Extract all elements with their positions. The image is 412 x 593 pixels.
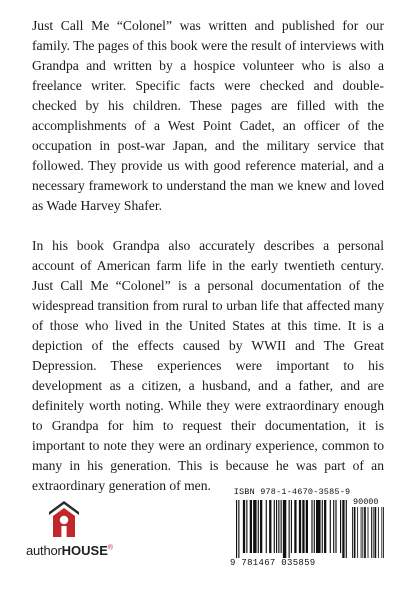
barcode-bar: [278, 500, 279, 553]
barcode-bar: [260, 500, 262, 553]
price-code: 90000: [353, 497, 379, 507]
barcode-bar: [364, 507, 366, 558]
barcode-bar: [362, 507, 363, 558]
isbn-barcode-block: [230, 487, 386, 577]
barcode-bar: [381, 507, 382, 558]
publisher-name: [26, 543, 136, 558]
barcode-bar: [250, 500, 252, 553]
barcode-bar: [361, 507, 362, 558]
barcode-bar: [299, 500, 301, 553]
barcode-bar: [357, 507, 358, 558]
barcode-bar: [266, 500, 267, 553]
barcode-bar: [258, 500, 259, 553]
barcode-bar: [368, 507, 369, 558]
barcode-bar: [311, 500, 312, 553]
barcode-bar: [322, 500, 323, 553]
barcode-bar: [335, 500, 336, 553]
barcode-bar: [324, 500, 326, 553]
barcode-bar: [302, 500, 304, 553]
barcode-bar: [238, 500, 239, 558]
barcode-bar: [316, 500, 321, 553]
barcode-bar: [330, 500, 331, 553]
barcode-bar: [314, 500, 315, 553]
barcode-bar: [274, 500, 275, 553]
barcode-bar: [340, 500, 341, 553]
barcode-bar: [378, 507, 379, 558]
paragraph-1: Just Call Me “Colonel” was written and published for our family. The pages of this book were the result of interviews with Grandpa and written by a hospice volunteer who is also a freelance writer. Specific facts were checked and double-checked by his children. These pages are filled with the accomplishments of a West Point Cadet, an officer of the occupation in post-war Japan, and the military service that followed. They provide us with good reference material, and a necessary framework to understand the man we knew and loved as Wade Harvey Shafer.: [32, 18, 384, 213]
barcode-bar: [342, 500, 344, 558]
barcode-bar: [354, 507, 356, 558]
barcode-bar: [352, 507, 353, 558]
barcode-bar: [383, 507, 384, 558]
price-addon-barcode: [352, 507, 384, 558]
barcode-bar: [333, 500, 334, 553]
barcode-bar: [373, 507, 374, 558]
barcode-bar: [294, 500, 296, 553]
publisher-name-part2: HOUSE: [61, 543, 108, 558]
publisher-logo: [24, 499, 124, 569]
publisher-name-part1: author: [26, 543, 62, 558]
barcode-bar: [374, 507, 376, 558]
isbn-label: ISBN 978-1-4670-3585-9: [233, 487, 351, 497]
registered-mark: ®: [107, 544, 113, 552]
barcode-bar: [283, 500, 286, 558]
barcode-bar: [281, 500, 282, 553]
barcode-bar: [306, 500, 308, 553]
barcode-bar: [346, 500, 347, 558]
barcode-bar: [243, 500, 245, 553]
barcode-bar: [276, 500, 277, 553]
barcode-bar: [371, 507, 372, 558]
ean13-barcode: [236, 500, 348, 558]
barcode-bar: [253, 500, 256, 553]
barcode-bar: [289, 500, 290, 558]
barcode-bar: [246, 500, 247, 553]
barcode-digits: 9 781467 035859: [230, 558, 316, 568]
paragraph-2: In his book Grandpa also accurately describes a personal account of American farm life in the early twentieth century. Just Call Me “Colonel” is a personal documentation of the widespread transition from rural to urban life that affected many of those who lived in the United States at this time. It is a depiction of the effects caused by WWII and The Great Depression. These experiences were important to his development as a citizen, a husband, and a father, and are definitely worth noting. While they were extraordinary enough to Grandpa for him to request their documentation, it is important to note they were an ordinary experience, common to many in his generation. This is because he was part of an extraordinary generation of men.: [32, 238, 384, 493]
barcode-bar: [269, 500, 271, 553]
authorhouse-logo-icon: [47, 499, 81, 539]
barcode-bar: [291, 500, 292, 553]
barcode-bar: [236, 500, 237, 558]
back-cover-text: [32, 16, 384, 496]
